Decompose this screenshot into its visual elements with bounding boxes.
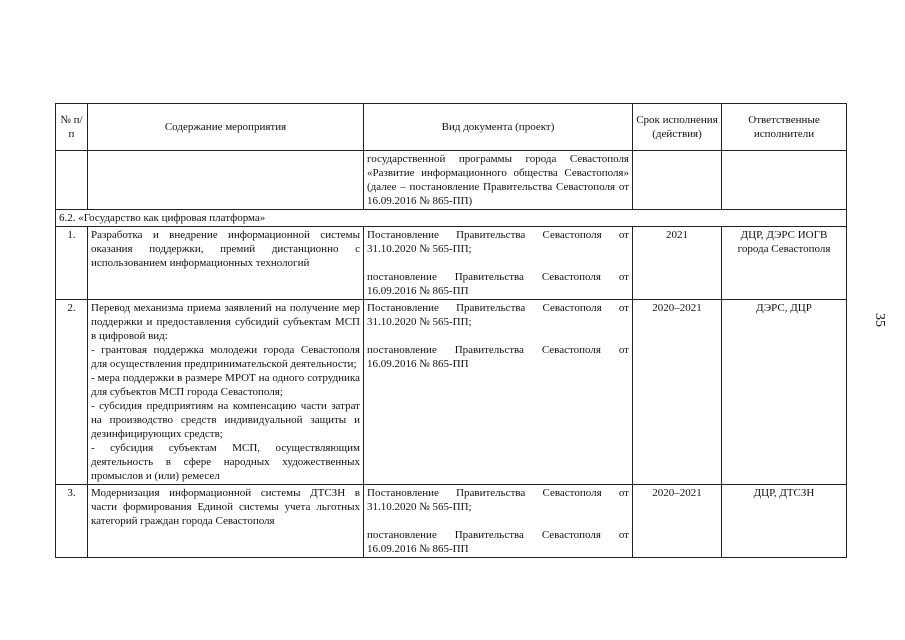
row-doc [364, 300, 633, 485]
row-resp: ДЦР, ДТСЗН [722, 485, 847, 558]
row-num: 3. [56, 485, 88, 558]
page-number: 35 [872, 313, 887, 327]
list-item: - субсидия предприятиям на компенсацию части затрат на производство средств индивидуальной защиты и дезинфицирующих средств; [91, 400, 360, 440]
table-row [56, 485, 847, 558]
row-doc-second: постановление Правительства Севастополя от 16.09.2016 № 865-ПП [367, 271, 629, 297]
row-content: Разработка и внедрение информационной системы оказания поддержки, премий дистанционно с использованием информационных технологий [88, 227, 364, 300]
header-content: Содержание мероприятия [88, 104, 364, 151]
header-resp: Ответственные исполнители [722, 104, 847, 151]
row-doc-second: постановление Правительства Севастополя от 16.09.2016 № 865-ПП [367, 529, 629, 555]
row-term: 2020–2021 [633, 485, 722, 558]
row-content: Модернизация информационной системы ДТСЗН в части формирования Единой системы учета льготных категорий граждан города Севастополя [88, 485, 364, 558]
row-doc-first: Постановление Правительства Севастополя от 31.10.2020 № 565-ПП; [367, 302, 629, 328]
row-term: 2021 [633, 227, 722, 300]
row-num: 1. [56, 227, 88, 300]
table-row [56, 300, 847, 485]
row-resp: ДЭРС, ДЦР [722, 300, 847, 485]
continuation-row [56, 151, 847, 210]
table-row [56, 227, 847, 300]
row-content-intro: Перевод механизма приема заявлений на получение мер поддержки и предоставления субсидий субъектам МСП в цифровой вид: [91, 302, 360, 342]
row-num: 2. [56, 300, 88, 485]
row-doc-first: Постановление Правительства Севастополя от 31.10.2020 № 565-ПП; [367, 229, 629, 255]
row-resp: ДЦР, ДЭРС ИОГВ города Севастополя [722, 227, 847, 300]
continuation-doc: государственной программы города Севастополя «Развитие информационного общества Севастополя» (далее – постановление Правительства Севастополя от 16.09.2016 № 865-ПП) [364, 151, 633, 210]
header-num: № п/п [56, 104, 88, 151]
row-doc-first: Постановление Правительства Севастополя от 31.10.2020 № 565-ПП; [367, 487, 629, 513]
row-content [88, 300, 364, 485]
list-item: - мера поддержки в размере МРОТ на одного сотрудника для субъектов МСП города Севастополя; [91, 372, 360, 398]
measures-table [55, 103, 847, 558]
list-item: - субсидия субъектам МСП, осуществляющим деятельность в сфере народных художественных промыслов и (или) ремесел [91, 442, 360, 482]
table-header-row [56, 104, 847, 151]
row-doc [364, 227, 633, 300]
section-row [56, 210, 847, 227]
list-item: - грантовая поддержка молодежи города Севастополя для осуществления предпринимательской деятельности; [91, 344, 360, 370]
row-doc [364, 485, 633, 558]
header-term: Срок исполнения (действия) [633, 104, 722, 151]
row-term: 2020–2021 [633, 300, 722, 485]
header-doc: Вид документа (проект) [364, 104, 633, 151]
row-doc-second: постановление Правительства Севастополя от 16.09.2016 № 865-ПП [367, 344, 629, 370]
section-title: 6.2. «Государство как цифровая платформа» [56, 210, 847, 227]
